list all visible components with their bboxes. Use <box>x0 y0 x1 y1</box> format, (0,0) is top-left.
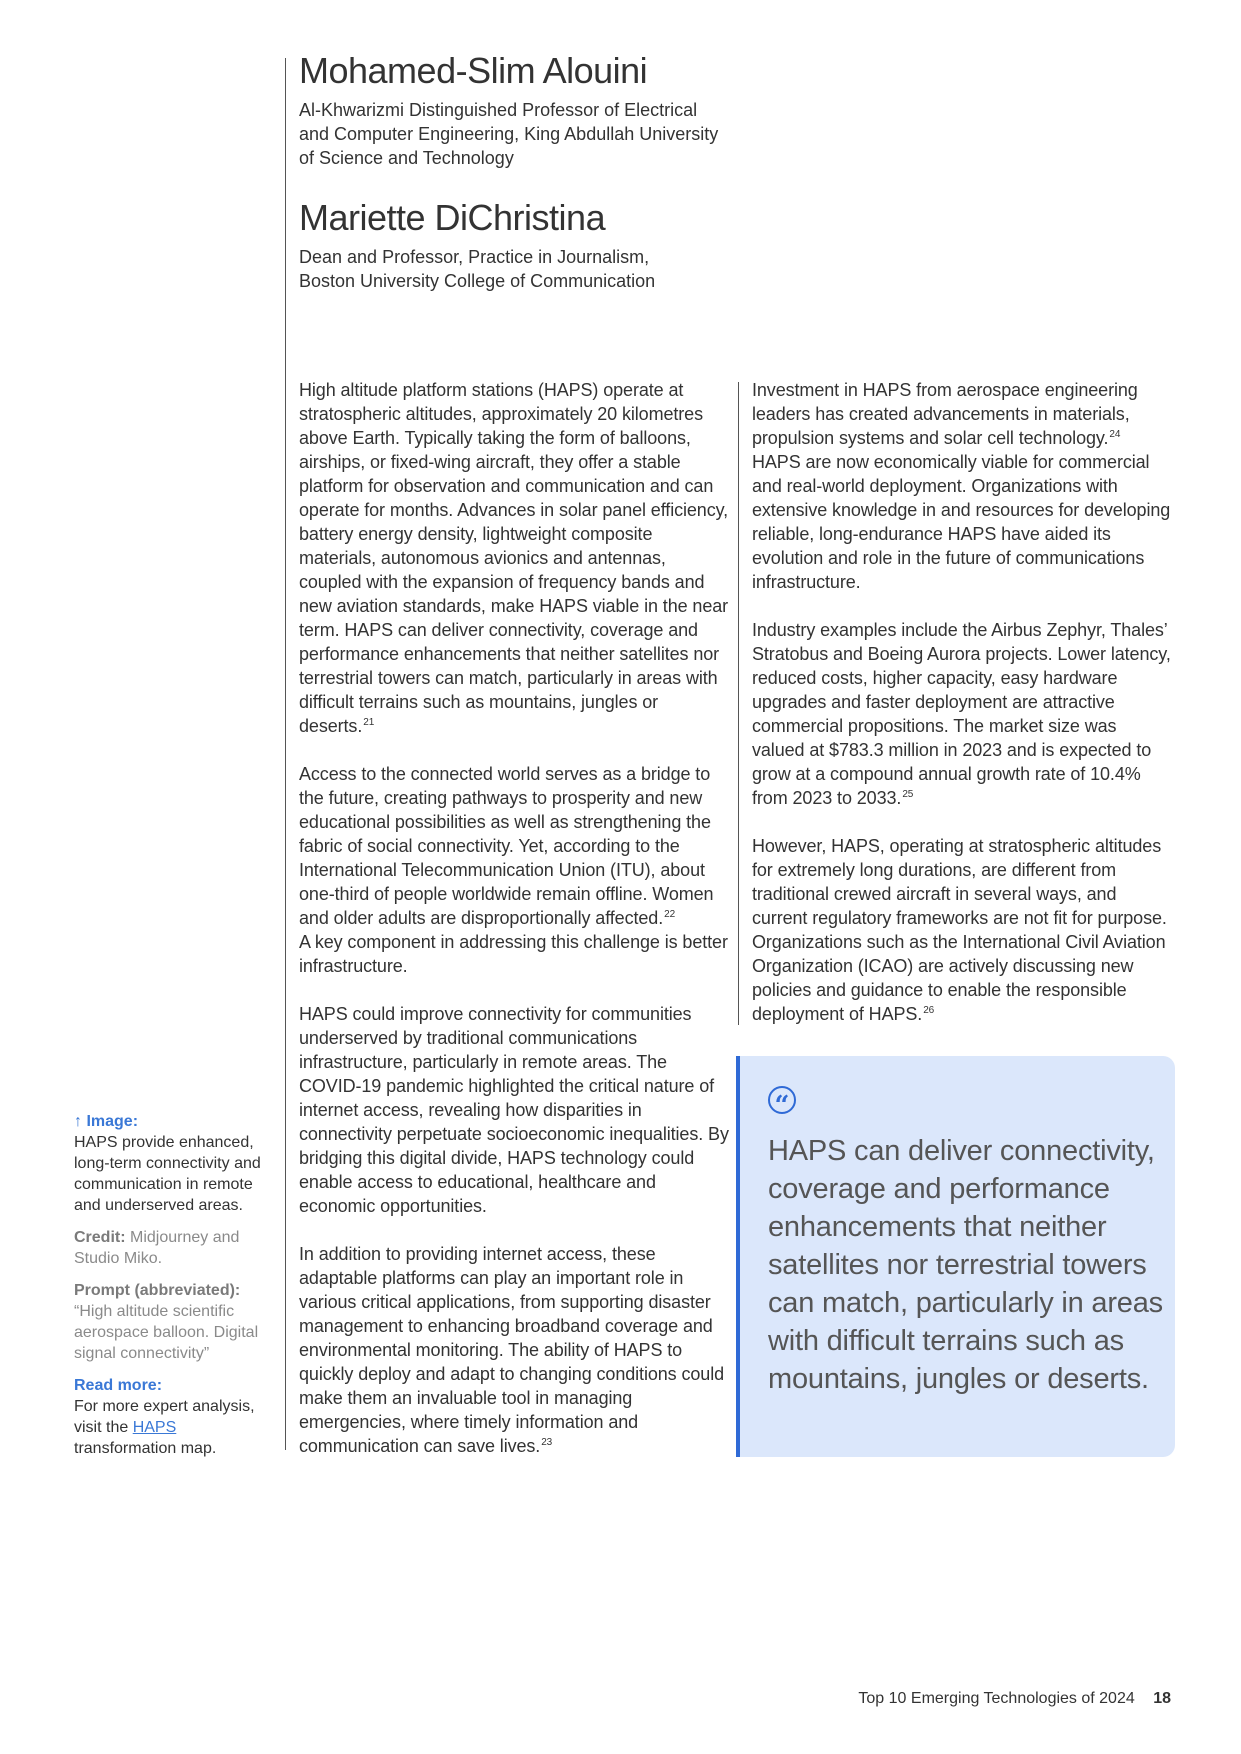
body-paragraph: In addition to providing internet access, these adaptable platforms can play an important role in various critical applications, from supporting disaster management to enhancing broadband coverage and environmental monitoring. The ability of HAPS to quickly deploy and adapt to changing conditions could make them an invaluable tool in managing emergencies, where timely information and communication can save lives.$^{23}$ <box>299 1244 725 1456</box>
image-caption: HAPS provide enhanced, long-term connectivity and communication in remote and underserved areas. <box>74 1134 261 1214</box>
author-title-line: and Computer Engineering, King Abdullah University <box>299 124 719 144</box>
image-heading <box>74 1111 274 1132</box>
body-paragraph: HAPS could improve connectivity for communities underserved by traditional communications infrastructure, particularly in remote areas. The COVID-19 pandemic highlighted the critical nature of internet access, revealing how disparities in connectivity perpetuate socioeconomic inequalities. By bridging this digital divide, HAPS technology could enable access to educational, healthcare and economic opportunities. <box>299 1004 729 1216</box>
body-column-right <box>752 378 1172 1050</box>
author-title-line: Boston University College of Communication <box>299 271 656 291</box>
footnote-ref: 21 <box>363 717 375 728</box>
author-name: Mariette DiChristina <box>299 197 606 238</box>
image-heading-label: Image: <box>86 1113 139 1130</box>
arrow-up-icon: ↑ <box>74 1113 82 1130</box>
publication-title: Top 10 Emerging Technologies of 2024 <box>858 1690 1135 1707</box>
pull-quote <box>736 1056 1175 1457</box>
credit-label: Credit: <box>74 1229 126 1246</box>
read-more-heading: Read more: <box>74 1377 163 1394</box>
author-name: Mohamed-Slim Alouini <box>299 50 648 91</box>
footnote-ref: 25 <box>902 789 914 800</box>
page-number: 18 <box>1153 1690 1171 1707</box>
footnote-ref: 26 <box>923 1005 935 1016</box>
prompt-label: Prompt (abbreviated): <box>74 1282 241 1299</box>
haps-link[interactable]: HAPS <box>132 1419 177 1436</box>
body-paragraph: Industry examples include the Airbus Zephyr, Thales’ Stratobus and Boeing Aurora projects. Lower latency, reduced costs, higher capacity, easy hardware upgrades and faster deployment are attractive commercial propositions. The market size was valued at $783.3 million in 2023 and is expected to grow at a compound annual growth rate of 10.4% from 2023 to 2033.25 <box>752 620 1171 808</box>
footnote-ref: 23 <box>541 1437 553 1448</box>
author-divider <box>285 58 286 1450</box>
author-title-line: Dean and Professor, Practice in Journalism, <box>299 247 650 267</box>
body-paragraph: High altitude platform stations (HAPS) operate at stratospheric altitudes, approximately 20 kilometres above Earth. Typically taking the form of balloons, airships, or fixed-wing aircraft, they offer a stable platform for observation and communication and can operate for months. Advances in solar panel efficiency, battery energy density, lightweight composite materials, autonomous avionics and antennas, coupled with the expansion of frequency bands and new aviation standards, make HAPS viable in the near term. HAPS can deliver connectivity, coverage and performance enhancements that neither satellites nor terrestrial towers can match, particularly in areas with difficult terrains such as mountains, jungles or deserts.$^{21}$ <box>299 380 729 736</box>
body-column-left <box>299 378 729 1482</box>
body-paragraph: Investment in HAPS from aerospace engineering leaders has created advancements in materials, propulsion systems and solar cell technology.$^{24}$ HAPS are now economically viable for commercial and real-world deployment. Organizations with extensive knowledge in and resources for developing reliable, long-endurance HAPS have aided its evolution and role in the future of communications infrastructure. <box>752 380 1171 592</box>
footnote-ref: 22 <box>664 909 676 920</box>
body-paragraph: Access to the connected world serves as a bridge to the future, creating pathways to prosperity and new educational possibilities as well as strengthening the fabric of social connectivity. Yet, according to the International Telecommunication Union (ITU), about one-third of people worldwide remain offline. Women and older adults are disproportionally affected.$^{22}$ A key component in addressing this challenge is better infrastructure. <box>299 764 728 976</box>
read-more-suffix: transformation map. <box>74 1440 217 1457</box>
image-prompt <box>74 1280 274 1364</box>
author-title-line: Al-Khwarizmi Distinguished Professor of Electrical <box>299 100 698 120</box>
column-divider <box>738 382 739 1025</box>
read-more-text <box>74 1396 274 1459</box>
footnote-ref: 24 <box>1109 429 1121 440</box>
author-title <box>299 245 739 293</box>
credit-value: Midjourney and Studio Miko. <box>74 1229 240 1267</box>
author-title-line: of Science and Technology <box>299 148 514 168</box>
body-paragraph: However, HAPS, operating at stratospheric altitudes for extremely long durations, are different from traditional crewed aircraft in several ways, and current regulatory frameworks are not fit for purpose. Organizations such as the International Civil Aviation Organization (ICAO) are actively discussing new policies and guidance to enable the responsible deployment of HAPS.$^{26}$ <box>752 836 1167 1024</box>
read-more-prefix: For more expert analysis, visit the <box>74 1398 255 1436</box>
image-credit <box>74 1227 274 1269</box>
page-footer <box>858 1690 1171 1708</box>
quote-mark-icon: “ <box>768 1086 796 1114</box>
prompt-value: “High altitude scientific aerospace balloon. Digital signal connectivity” <box>74 1303 259 1362</box>
author-title <box>299 98 739 170</box>
pull-quote-text: HAPS can deliver connectivity, coverage and performance enhancements that neither satellites nor terrestrial towers can match, particularly in areas with difficult terrains such as mountains, jungles or deserts. <box>768 1135 1163 1395</box>
image-sidebar <box>74 1111 274 1459</box>
